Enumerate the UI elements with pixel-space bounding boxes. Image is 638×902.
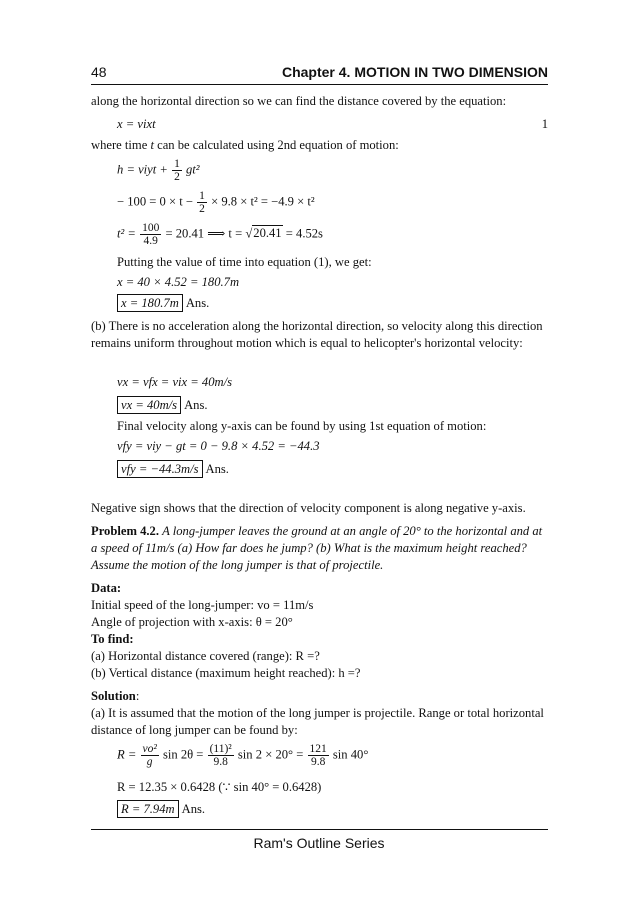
frac-numerator: 1	[174, 158, 180, 170]
frac-numerator: 1	[199, 190, 205, 202]
answer-range	[91, 800, 548, 818]
answer-label: Ans.	[185, 296, 210, 310]
page-body	[91, 91, 548, 818]
equation-vfy: vfy = viy − gt = 0 − 9.8 × 4.52 = −44.3	[117, 439, 320, 453]
negative-sign-text: Negative sign shows that the direction of velocity component is along negative y-axis.	[91, 501, 526, 515]
equation-h-fraction	[172, 158, 182, 183]
sqrt-radicand: 20.41	[253, 226, 282, 241]
answer-vx-box: vx = 40m/s	[117, 396, 181, 414]
answer-range-box: R = 7.94m	[117, 800, 179, 818]
equation-range-end: sin 40°	[332, 747, 369, 762]
frac-numerator: 100	[142, 222, 160, 234]
header-rule	[91, 84, 548, 85]
intro-text: along the horizontal direction so we can find the distance covered by the equation:	[91, 94, 507, 108]
equation-h-rhs: gt²	[185, 162, 200, 177]
putting-text: Putting the value of time into equation (1), we get:	[117, 255, 372, 269]
time-intro	[91, 137, 548, 154]
equation-1-number: 1	[541, 117, 548, 131]
equation-range-2: R = 12.35 × 0.6428 (∵ sin 40° = 0.6428)	[117, 780, 322, 794]
equation-range-lhs: R =	[117, 747, 137, 762]
equation-100-lhs: − 100 = 0 × t −	[117, 194, 193, 209]
equation-h	[91, 158, 548, 188]
solution-label: Solution	[91, 689, 136, 703]
equation-range-mid-1: sin 2θ =	[162, 747, 204, 762]
frac-denominator: 2	[174, 171, 180, 183]
problem-label: Problem 4.2.	[91, 524, 159, 538]
answer-vx	[91, 396, 548, 414]
problem-text: A long-jumper leaves the ground at an angle of 20° to the horizontal and at a speed of 11m/s (a) How far does he jump? (b) What is the maximum height reached? Assume the motion of the long jumper is that of projectile.	[91, 524, 543, 572]
data-angle: Angle of projection with x-axis: θ = 20°	[91, 615, 293, 629]
data-speed: Initial speed of the long-jumper: vo = 11m/s	[91, 598, 314, 612]
equation-vx: vx = vfx = vix = 40m/s	[117, 375, 233, 389]
equation-h-lhs: h = viyt +	[117, 162, 168, 177]
equation-range	[91, 743, 548, 777]
frac-denominator: 9.8	[310, 756, 326, 768]
time-variable: t	[150, 138, 154, 152]
equation-t-squared	[91, 222, 548, 252]
frac-numerator: vo²	[142, 743, 157, 755]
equation-1-text: x = vixt	[117, 117, 156, 131]
data-heading: Data:	[91, 581, 122, 595]
equation-t2-fraction	[140, 222, 161, 247]
range-fraction-2	[208, 743, 234, 768]
equation-t2-rhs: = 4.52s	[285, 226, 323, 241]
time-intro-post: can be calculated using 2nd equation of motion:	[157, 138, 399, 152]
frac-denominator: 9.8	[213, 756, 228, 768]
range-fraction-3	[308, 743, 329, 768]
tofind-a: (a) Horizontal distance covered (range): R =?	[91, 649, 320, 663]
footer-rule	[91, 829, 548, 830]
equation-t2-lhs: t² =	[117, 226, 136, 241]
tofind-b: (b) Vertical distance (maximum height reached): h =?	[91, 666, 361, 680]
frac-numerator: (11)²	[209, 743, 232, 755]
answer-x-box: x = 180.7m	[117, 294, 183, 312]
solution-colon: :	[135, 689, 140, 703]
sqrt-symbol: √	[245, 226, 253, 241]
answer-label: Ans.	[184, 398, 208, 412]
equation-x: x = 40 × 4.52 = 180.7m	[117, 275, 240, 289]
time-intro-pre: where time	[91, 138, 148, 152]
chapter-title: Chapter 4. MOTION IN TWO DIMENSION	[281, 64, 548, 80]
equation-1	[91, 113, 548, 135]
page-number: 48	[91, 64, 107, 80]
final-vy-text: Final velocity along y-axis can be found by using 1st equation of motion:	[117, 419, 487, 433]
answer-vfy-box: vfy = −44.3m/s	[117, 460, 203, 478]
frac-denominator: g	[146, 756, 153, 768]
tofind-heading: To find:	[91, 632, 134, 646]
equation-t2-mid: = 20.41 ⟹ t =	[165, 226, 243, 241]
answer-vfy	[91, 460, 548, 478]
answer-label: Ans.	[205, 462, 229, 476]
problem-statement	[91, 523, 548, 574]
equation-100-rhs: × 9.8 × t² = −4.9 × t²	[211, 194, 315, 209]
running-header	[91, 62, 548, 82]
answer-label: Ans.	[181, 802, 206, 816]
equation-minus-100	[91, 190, 548, 220]
solution-heading	[91, 688, 548, 705]
frac-denominator: 2	[199, 203, 205, 215]
solution-text: (a) It is assumed that the motion of the long jumper is projectile. Range or total horizontal distance of long jumper can be found by:	[91, 706, 544, 737]
part-b-text: (b) There is no acceleration along the horizontal direction, so velocity along this direction remains uniform throughout motion which is equal to helicopter's horizontal velocity:	[91, 319, 543, 350]
equation-100-fraction	[197, 190, 207, 215]
answer-x	[91, 294, 548, 312]
frac-numerator: 121	[309, 743, 327, 755]
footer-series: Ram's Outline Series	[253, 835, 385, 851]
frac-denominator: 4.9	[143, 235, 158, 247]
range-fraction-1	[141, 743, 159, 768]
equation-range-mid-2: sin 2 × 20° =	[237, 747, 304, 762]
